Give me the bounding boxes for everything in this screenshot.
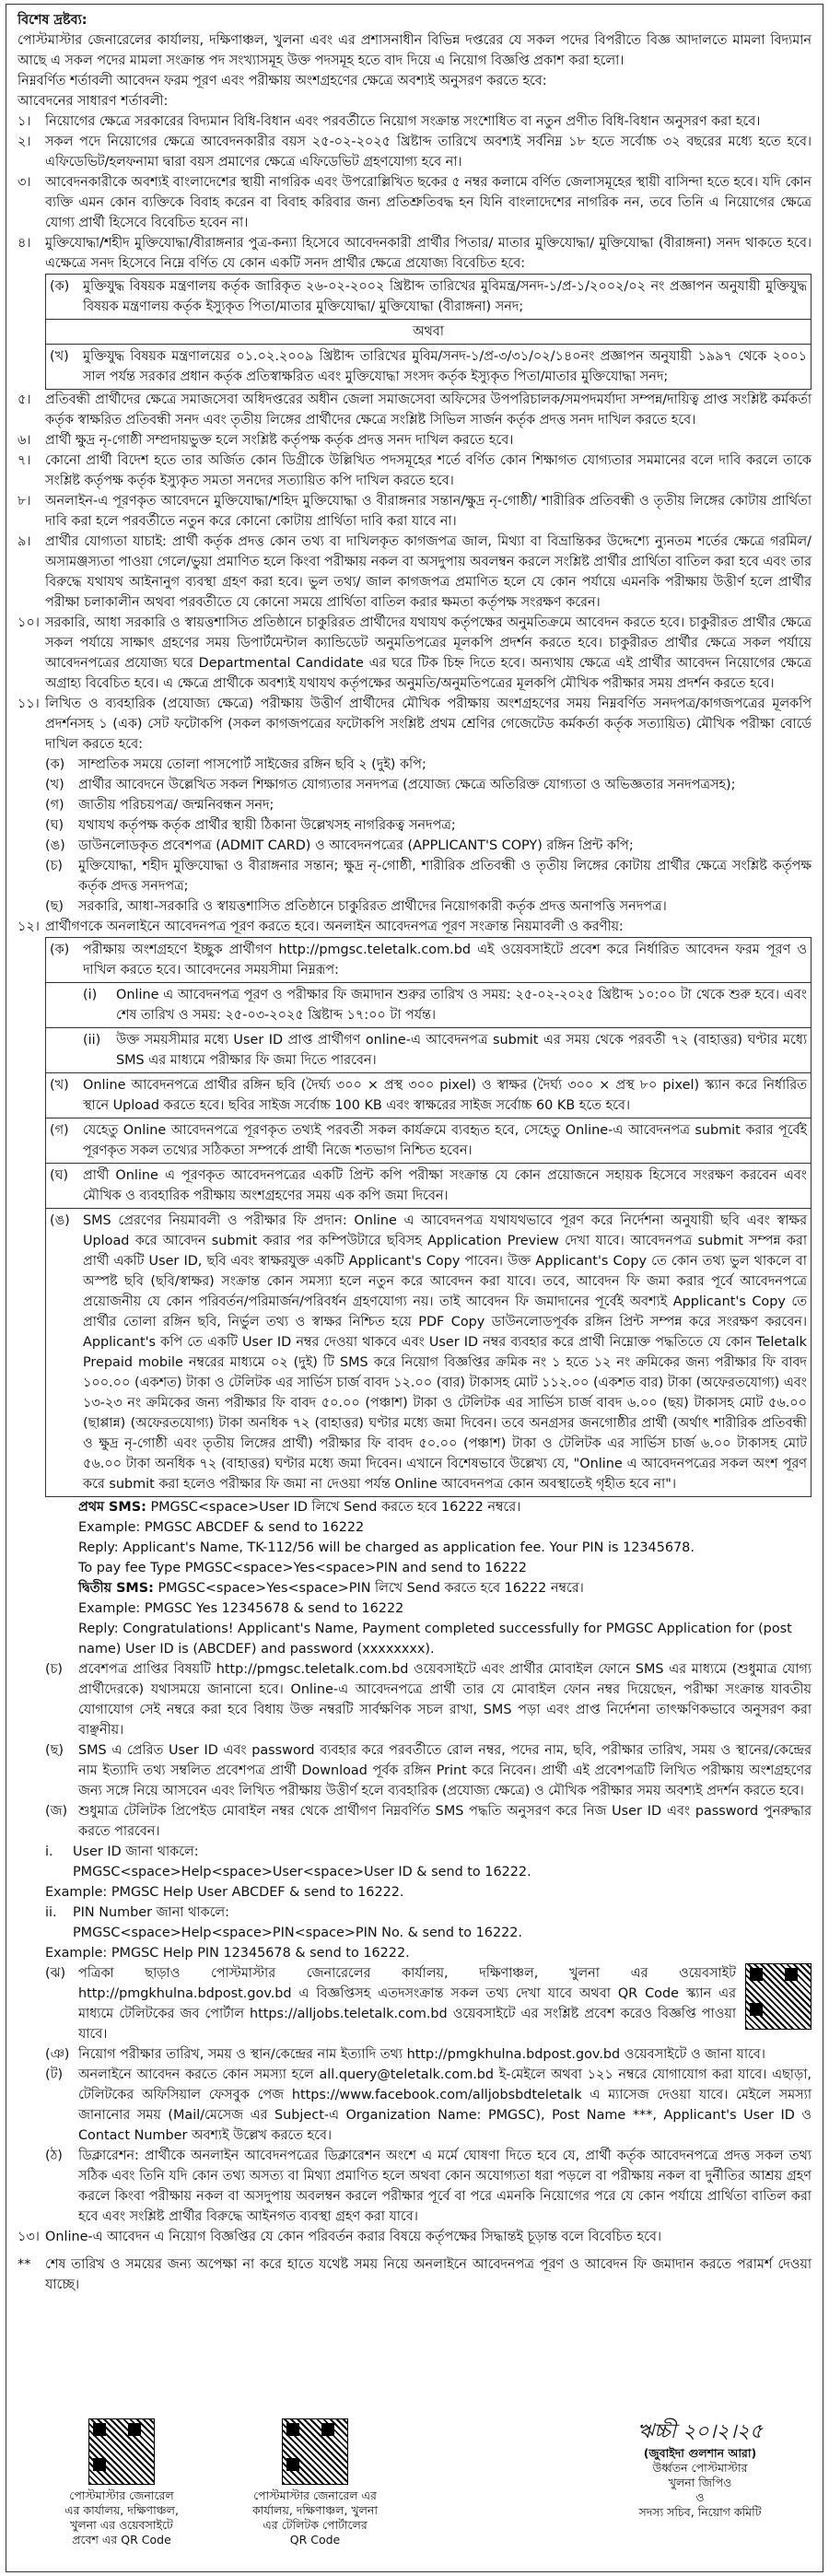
- sub-item: [45, 1801, 811, 1842]
- sub-item-label: (চ): [45, 1662, 63, 1677]
- sub-item-label: (চ): [45, 859, 63, 873]
- sub-item-label: (i): [83, 988, 98, 1002]
- sub-item-label: (খ): [45, 778, 64, 792]
- sms-example-2: Example: PMGSC Yes 12345678 & send to 16222: [78, 1601, 404, 1616]
- item-number: ৫।: [18, 392, 31, 407]
- sub-item-label: (ঙ): [50, 1213, 70, 1228]
- recovery-number: ii.: [45, 1905, 57, 1920]
- sub-item-label: (ক): [50, 279, 70, 294]
- document-list-item: [45, 795, 811, 815]
- teletalk-qr-caption: পোস্টমাস্টার জেনারেল এর কার্যালয়, দক্ষিণাঞ্চল, খুলনা এর টেলিটক পোর্টালের QR Code: [251, 2488, 379, 2547]
- sub-item-text: মুক্তিযোদ্ধা, শহীদ মুক্তিযোদ্ধা ও বীরাঙ্গনার সন্তান; ক্ষুদ্র নৃ-গোষ্ঠী, শারীরিক প্রতিবন্ধী ও তৃতীয় লিঙ্গের কোটায় প্রার্থীর ক্ষেত্রে সংশ্লিষ্ট কর্তৃপক্ষ কর্তৃক প্রদত্ত সনদপত্র;: [78, 859, 811, 894]
- item-number: ১।: [18, 114, 31, 129]
- sub-item: [46, 345, 811, 389]
- recovery-example: Example: PMGSC Help PIN 12345678 & send to 16222.: [45, 1946, 410, 1961]
- document-list-item: [45, 896, 811, 917]
- sub-item-text: ডাউনলোডকৃত প্রবেশপত্র (ADMIT CARD) ও আবেদনপত্রের (APPLICANT'S COPY) রঙ্গিন প্রিন্ট কপি;: [78, 838, 634, 853]
- sub-item-label: (ছ): [45, 1743, 64, 1758]
- first-sms-label: প্রথম SMS:: [78, 1500, 146, 1515]
- sub-item-label: (ঘ): [50, 1168, 69, 1183]
- sub-item: [45, 1659, 811, 1740]
- sub-item-text: শুধুমাত্র টেলিটক প্রিপেইড মোবাইল নম্বর থেকে প্রার্থীগণ নিম্নবর্ণিত SMS পদ্ধতি অনুসরণ করে নিজ User ID এবং password পুনরুদ্ধার করতে পারবেন।: [78, 1804, 811, 1839]
- second-sms-text: PMGSC<space>Yes<space>PIN লিখে Send করতে হবে 16222 নম্বরে।: [153, 1581, 584, 1596]
- special-note-title: বিশেষ দ্রষ্টব্য:: [18, 13, 88, 28]
- sub-item-text: জাতীয় পরিচয়পত্র/ জন্মনিবন্ধন সনদ;: [78, 798, 274, 813]
- item-number: ১২।: [18, 919, 40, 934]
- sub-item-text: ডিক্লারেশন: প্রার্থীকে অনলাইন আবেদনপত্রের ডিক্লারেশন অংশে এ মর্মে ঘোষণা দিতে হবে যে, প্রার্থী কর্তৃক আবেদনপত্রে প্রদত্ত সকল তথ্য সঠিক এবং তিনি যদি কোন তথ্য অসত্য বা মিথ্যা প্রমাণিত হলে অথবা কোন অযোগ্যতা ধরা পড়লে বা পরীক্ষায় নকল বা দুর্নীতির আশ্রয় গ্রহণ করলে কিংবা পরীক্ষায় নকল বা অসদুপায় অবলম্বন করলে পরীক্ষার পূর্বে বা পরে এমনকি নিয়োগের পরে যে কোন পর্যায়ে প্রার্থিতা বাতিল করা হবে এবং সংশ্লিষ্ট প্রার্থীর বিরুদ্ধে আইনগত ব্যবস্থা গ্রহণ করা যাবে।: [78, 2149, 811, 2224]
- item-text: আবেদনকারীকে অবশ্যই বাংলাদেশের স্থায়ী নাগরিক এবং উপরোল্লিখিত ছকের ৫ নম্বর কলামে বর্ণিত জেলাসমূহের স্থায়ী বাসিন্দা হতে হবে। যদি কোন ব্যক্তি এমন কোন ব্যক্তিকে বিবাহ করেন বা বিবাহ করিবার জন্য প্রতিশ্রুতিবদ্ধ হন যিনি বাংলাদেশের নাগরিক নন, তবে তিনি এ নিয়োগের ক্ষেত্রে যোগ্য প্রার্থী হিসেবে বিবেচিত হবেন না।: [45, 175, 811, 230]
- sms-reply-2: Reply: Congratulations! Applicant's Name, Payment completed successfully for PMGSC Application for (post name) User ID is (ABCDEF) and password (xxxxxxxx).: [78, 1622, 792, 1657]
- condition-item: [18, 430, 811, 451]
- item-text: লিখিত ও ব্যবহারিক (প্রযোজ্য ক্ষেত্রে) পরীক্ষায় উত্তীর্ণ প্রার্থীদের মৌখিক পরীক্ষায় অংশগ্রহণের সময় নিম্নবর্ণিত সনদপত্র/কাগজপত্রের মূলকপি প্রদর্শনসহ ১ (এক) সেট ফটোকপি (সকল কাগজপত্রের ফটোকপি সংশ্লিষ্ট প্রথম শ্রেণির গেজেটেড কর্মকর্তা কর্তৃক সত্যায়িত) মৌখিক পরীক্ষা বোর্ডে দাখিল করতে হবে:: [45, 697, 811, 752]
- condition-item: [18, 233, 811, 274]
- item-text: প্রতিবন্ধী প্রার্থীদের ক্ষেত্রে সমাজসেবা অধিদপ্তরের অধীন জেলা সমাজসেবা অফিসের উপপরিচালক/সমপদমর্যাদা সম্পন্ন/দায়িত্ব প্রাপ্ত সংশ্লিষ্ট কর্মকর্তা কর্তৃক স্বাক্ষরিত প্রতিবন্ধী সনদ এবং তৃতীয় লিঙ্গের প্রার্থীদের ক্ষেত্রে সংশ্লিষ্ট সিভিল সার্জন কর্তৃক প্রদত্ত সনদ দাখিল করতে হবে।: [45, 392, 811, 427]
- item-text: প্রার্থীগণকে অনলাইনে আবেদনপত্র পূরণ করতে হবে। অনলাইন আবেদনপত্র পূরণ সংক্রান্ত নিয়মাবলী ও করণীয়:: [45, 919, 624, 934]
- sub-item-text: যথাযথ কর্তৃপক্ষ কর্তৃক প্রার্থীর স্থায়ী ঠিকানা উল্লেখসহ নাগরিকত্ব সনদপত্র;: [78, 818, 456, 833]
- teletalk-qr-block: [237, 2418, 393, 2547]
- sub-item: [46, 275, 811, 320]
- item-number: ৭।: [18, 453, 31, 468]
- sub-item-text: সাম্প্রতিক সময়ে তোলা পাসপোর্ট সাইজের রঙ্গিন ছবি ২ (দুই) কপি;: [78, 757, 426, 772]
- item-number: ৮।: [18, 494, 31, 509]
- document-list-item: [45, 775, 811, 795]
- item-text: প্রার্থী ক্ষুদ্র নৃ-গোষ্ঠী সম্প্রদায়ভুক্ত হলে সংশ্লিষ্ট কর্তৃপক্ষ কর্তৃক প্রদত্ত সনদ দাখিল করতে হবে।: [45, 433, 514, 448]
- item-text: নিয়োগের ক্ষেত্রে সরকারের বিদ্যমান বিধি-বিধান এবং পরবর্তীতে নিয়োগ সংক্রান্ত সংশোধিত বা নতুন প্রণীত বিধি-বিধান অনুসরণ করা হবে।: [45, 114, 761, 129]
- sub-item-text: SMS প্রেরণের নিয়মাবলী ও পরীক্ষার ফি প্রদান: Online এ আবেদনপত্র যথাযথভাবে পূরণ করে নির্দেশনা অনুযায়ী ছবি এবং স্বাক্ষর Upload করে আবেদন submit করার পর কম্পিউটারে ছবিসহ Application Preview দেখা যাবে। আবেদনপত্র submit সম্পন্ন করা প্রার্থী একটি User ID, ছবি এবং স্বাক্ষরযুক্ত একটি Applicant's Copy পাবেন। উক্ত Applicant's Copy তে কোন তথ্য ভুল থাকলে বা অস্পষ্ট ছবি (ছবি/স্বাক্ষর) সংক্রান্ত কোন সমস্যা হলে নতুন করে আবেদন করা যাবে। তবে, আবেদন ফি জমা করার পূর্বে আবেদনপত্রে প্রয়োজনীয় যে কোন পরিবর্তন/পরিমার্জন/পরিবর্ধন গ্রহণযোগ্য নয়। তাই আবেদন ফি জমাদানের পূর্বেই অবশ্যই Applicant's Copy তে প্রার্থীর তোলা রঙ্গিন ছবি, নির্ভুল তথ্য ও স্বাক্ষর নিশ্চিত হয়ে PDF Copy ডাউনলোডপূর্বক রঙ্গিন প্রিন্ট সম্পন্ন করে সংরক্ষণ করবেন। Applicant's কপি তে একটি User ID নম্বর দেওয়া থাকবে এবং User ID নম্বর ব্যবহার করে প্রার্থী নিম্নোক্ত পদ্ধতিতে যে কোন Teletalk Prepaid mobile নম্বরের মাধ্যমে ০২ (দুই) টি SMS করে নিয়োগ বিজ্ঞপ্তির ক্রমিক নং ১ হতে ১২ নং ক্রমিকের জন্য পরীক্ষার ফি বাবদ ১০০.০০ (একশত) টাকা ও টেলিটক এর সার্ভিস চার্জ বাবদ ১২.০০ (বার) টাকাসহ মোট ১১২.০০ (একশত বার) টাকা (অফেরতযোগ্য) এবং ১৩-২৩ নং ক্রমিকের জন্য পরীক্ষার ফি বাবদ ৫০.০০ (পঞ্চাশ) টাকা ও টেলিটক এর সার্ভিস চার্জ বাবদ ৬.০০ (ছয়) টাকাসহ মোট ৫৬.০০ (ছাপ্পান্ন) (অফেরতযোগ্য) টাকা অনধিক ৭২ (বাহাত্তর) ঘণ্টার মধ্যে জমা দিবেন। তবে অনগ্রসর জনগোষ্ঠীর প্রার্থী (অর্থাৎ শারীরিক প্রতিবন্ধী ও ক্ষুদ্র নৃ-গোষ্ঠী এবং তৃতীয় লিঙ্গের প্রার্থী) পরীক্ষার ফি বাবদ ৫০.০০ (পঞ্চাশ) টাকা ও টেলিটক এর সার্ভিস চার্জ ৬.০০ টাকাসহ মোট ৫৬.০০ টাকা অনধিক ৭২ (বাহাত্তর) ঘণ্টার মধ্যে জমা দিবেন। এখানে বিশেষভাবে উল্লেখ্য যে, "Online এ আবেদনপত্রের সকল অংশ পূরণ করে submit করা হলেও পরীক্ষার ফি জমা না দেওয়া পর্যন্ত Online আবেদনপত্র কোন অবস্থাতেই গৃহীত হবে না"।: [83, 1213, 807, 1492]
- sub-item: [45, 2065, 811, 2146]
- recovery-example: Example: PMGSC Help User ABCDEF & send to 16222.: [45, 1885, 404, 1900]
- teletalk-qr-code[interactable]: [282, 2418, 348, 2485]
- item-number: ৩।: [18, 175, 31, 190]
- freedom-fighter-certificate-box: [45, 274, 811, 390]
- sub-item-label: (ii): [83, 1033, 101, 1048]
- sms-instructions: [78, 1497, 811, 1659]
- advisory-note: [18, 2254, 811, 2295]
- recovery-number: i.: [45, 1844, 53, 1859]
- item-text: কোনো প্রার্থী বিদেশ হতে তার অর্জিত কোন ডিগ্রীকে উল্লিখিত পদসমূহের শর্তে বর্ণিত কোন শিক্ষাগত যোগ্যতার সমমানের বলে দাবি করলে তাকে সংশ্লিষ্ট কর্তৃপক্ষ কর্তৃক ইস্যুকৃত সমতা সনদের সত্যায়িত কপি দাখিল করতে হবে।: [45, 453, 811, 488]
- sub-item-label: (ছ): [45, 899, 64, 914]
- sms-pay-instruction: To pay fee Type PMGSC<space>Yes<space>PIN and send to 16222: [78, 1561, 527, 1575]
- sub-item: [46, 1073, 811, 1118]
- sub-item-date: [46, 983, 811, 1028]
- item-text: মুক্তিযোদ্ধা/শহীদ মুক্তিযোদ্ধা/বীরাঙ্গনার পুত্র-কন্যা হিসেবে আবেদনকারী প্রার্থীর পিতার/ মাতার মুক্তিযোদ্ধা/ মুক্তিযোদ্ধা (বীরাঙ্গনা) সনদ থাকতে হবে। এক্ষেত্রে সনদ হিসেবে নিম্নে বর্ণিত যে কোন একটি সনদ প্রার্থীর ক্ষেত্রে প্রযোজ্য বিবেচিত হবে:: [45, 236, 811, 271]
- sub-item: [46, 938, 811, 983]
- sub-item: [45, 1740, 811, 1801]
- sub-item-date: [46, 1028, 811, 1073]
- sub-item-text: মুক্তিযুদ্ধ বিষয়ক মন্ত্রণালয়ের ০১.০২.২০০৯ খ্রিষ্টাব্দ তারিখের মুবিম/সনদ-১/প্র-৩/৩১/০২/১৪০নং প্রজ্ঞাপন অনুযায়ী ১৯৯৭ থেকে ২০০১ সাল পর্যন্ত সরকার প্রধান কর্তৃক প্রতিস্বাক্ষরিত এবং মুক্তিযোদ্ধা সংসদ কর্তৃক ইস্যুকৃত পিতা/মাতার মুক্তিযোদ্ধা সনদ;: [83, 349, 807, 384]
- condition-item: [18, 613, 811, 694]
- sub-item-label: (ঝ): [45, 1966, 66, 1981]
- sub-item-text: প্রার্থী Online এ পূরণকৃত আবেদনপত্রের একটি প্রিন্ট কপি পরীক্ষা সংক্রান্ত যে কোন প্রয়োজনে সহায়ক হিসেবে সংরক্ষণ করবেন এবং মৌখিক ও ব্যবহারিক পরীক্ষায় অংশগ্রহণের সময় এক কপি জমা দিবেন।: [83, 1168, 807, 1203]
- online-application-rules-box: [45, 937, 811, 1497]
- sub-item-text: অনলাইনে আবেদন করতে কোন সমস্যা হলে all.query@teletalk.com.bd ই-মেইলে অথবা ১২১ নম্বরে যোগাযোগ করা যাবে। এছাড়া, টেলিটকের অফিসিয়াল ফেসবুক পেজ https://www.facebook.com/alljobsbdteletalk এ ম্যাসেজ দেওয়া যাবে। মেইলে সমস্যা জানানোর সময় (Mail/মেসেজ এর Subject-এ Organization Name: PMGSC), Post Name ***, Applicant's User ID ও Contact Number অবশ্যই উল্লেখ করতে হবে।: [78, 2067, 811, 2143]
- condition-item: [18, 172, 811, 233]
- note-mark: **: [18, 2257, 31, 2272]
- sub-item-label: (ক): [45, 757, 65, 772]
- website-qr-caption: পোস্টমাস্টার জেনারেল এর কার্যালয়, দক্ষিণাঞ্চল, খুলনা এর ওয়েবসাইটে প্রবেশ এর QR Code: [64, 2488, 179, 2547]
- sub-item-text: নিয়োগ পরীক্ষার তারিখ, সময় ও স্থান/কেন্দ্রের নাম ইত্যাদি তথ্য http://pmgkhulna.bdpost.gov.bd ওয়েবসাইটে ও জানা যাবে।: [78, 2047, 765, 2062]
- sub-item-label: (জ): [45, 1804, 68, 1819]
- item-text: Online-এ আবেদন এ নিয়োগ বিজ্ঞপ্তির যে কোন পরিবর্তন করার বিষয়ে কর্তৃপক্ষের সিদ্ধান্তই চূড়ান্ত বলে বিবেচিত হবে।: [45, 2230, 662, 2244]
- condition-item: [18, 2227, 811, 2247]
- conditions-intro: নিম্নবর্ণিত শর্তাবলী আবেদন ফরম পূরণ এবং পরীক্ষায় অংশগ্রহণের ক্ষেত্রে অবশ্যই অনুসরণ করতে হবে: আবেদনের সাধারণ শর্তাবলী:: [18, 74, 547, 109]
- sub-item-label: (ঙ): [45, 838, 65, 853]
- recovery-user-id: [45, 1842, 811, 1862]
- item-text: প্রার্থীর যোগ্যতা যাচাই: প্রার্থী কর্তৃক প্রদত্ত কোন তথ্য বা দাখিলকৃত কাগজপত্র জাল, মিথ্যা বা বিভ্রান্তিকর উদ্দেশ্যে ন্যুনতম শর্তের ক্ষেত্রে গরমিল/অসামঞ্জস্যতা পাওয়া গেলে/ভুয়া প্রমাণিত হলে কিংবা পরীক্ষায় নকল বা অসদুপায় অবলম্বন করলে সংশ্লিষ্ট প্রার্থীর প্রার্থিতা বাতিল করা হবে এবং তার বিরুদ্ধে যথাযথ আইনানুগ ব্যবস্থা গ্রহণ করা হবে। ভুল তথ্য/ জাল কাগজপত্র প্রমাণিত হলে যে কোন পর্যায়ে এমনকি পরীক্ষায় উত্তীর্ণ হলে প্রার্থীর পরীক্ষা চলাকালীন অথবা পরবর্তীতে যে কোনো সময়ে প্রার্থিতা বাতিল করার ক্ষমতা কর্তৃপক্ষ সংরক্ষণ করেন।: [45, 534, 811, 610]
- sub-item-text: Online এ আবেদনপত্র পূরণ ও পরীক্ষার ফি জমাদান শুরুর তারিখ ও সময়: ২৫-০২-২০২৫ খ্রিষ্টাব্দ ১০:০০ টা থেকে শুরু হবে। এবং শেষ তারিখ ও সময়: ২৫-০৩-২০২৫ খ্রিষ্টাব্দ ১৭:০০ টা পর্যন্ত।: [116, 988, 807, 1023]
- website-qr-code[interactable]: [88, 2418, 155, 2485]
- note-text: শেষ তারিখ ও সময়ের জন্য অপেক্ষা না করে হাতে যথেষ্ট সময় নিয়ে অনলাইনে আবেদনপত্র পূরণ ও আবেদন ফি জমাদান করতে পরামর্শ দেওয়া যাচ্ছে।: [45, 2257, 811, 2292]
- sub-item-text: Online আবেদনপত্রে প্রার্থীর রঙ্গিন ছবি (দৈর্ঘ্য ৩০০ × প্রস্থ ৩০০ pixel) ও স্বাক্ষর (দৈর্ঘ্য ৩০০ × প্রস্থ ৮০ pixel) স্ক্যান করে নির্ধারিত স্থানে Upload করতে হবে। ছবির সাইজ সর্বোচ্চ 100 KB এবং স্বাক্ষরের সাইজ সর্বোচ্চ 60 KB হতে হবে।: [83, 1078, 807, 1113]
- condition-item: [18, 917, 811, 937]
- signer-title: উর্ধ্বতন পোস্টমাস্টার খুলনা জিপিও ও সদস্য সচিব, নিয়োগ কমিটি: [638, 2461, 762, 2519]
- sub-item: [45, 2146, 811, 2227]
- handwritten-signature: ঋচ্চী ২০।২।২৫: [636, 2420, 764, 2443]
- sub-item-label: (গ): [45, 798, 64, 813]
- sub-item-text: প্রবেশপত্র প্রাপ্তির বিষয়টি http://pmgsc.teletalk.com.bd ওয়েবসাইটে এবং প্রার্থীর মোবাইল ফোনে SMS এর মাধ্যমে (শুধুমাত্র যোগ্য প্রার্থীদেরকে) যথাসময়ে জানানো হবে। Online-এ আবেদনপত্রে প্রার্থী তার যে মোবাইল ফোন নম্বর দিয়েছেন, পরীক্ষা সংক্রান্ত যাবতীয় যোগাযোগ সেই নম্বরে করা হবে বিধায় উক্ত নম্বরটি সার্বক্ষণিক সচল রাখা, SMS পড়া এবং প্রাপ্ত নির্দেশনা তাৎক্ষণিকভাবে অনুসরণ করা বাঞ্ছনীয়।: [78, 1662, 811, 1738]
- condition-item: [18, 694, 811, 755]
- second-sms: [78, 1578, 811, 1598]
- notice-page: [6, 4, 823, 2572]
- sub-item-or: [46, 320, 811, 345]
- item-number: ৪।: [18, 236, 31, 251]
- sub-item-text: উক্ত সময়সীমার মধ্যে User ID প্রাপ্ত প্রার্থীগণ online-এ আবেদনপত্র submit এর সময় থেকে পরবর্তী ৭২ (বাহাত্তর) ঘণ্টার মধ্যে SMS এর মাধ্যমে পরীক্ষার ফি জমা দিতে পারবেন।: [116, 1033, 807, 1068]
- recovery-command: PMGSC<space>Help<space>PIN<space>PIN No. & send to 16222.: [73, 1926, 522, 1940]
- document-list-item: [45, 856, 811, 896]
- sub-item-text: প্রার্থীর আবেদনে উল্লেখিত সকল শিক্ষাগত যোগ্যতার সনদপত্র (প্রযোজ্য ক্ষেত্রে অতিরিক্ত যোগ্যতা ও অভিজ্ঞতার সনদপত্রসহ);: [78, 778, 736, 792]
- sms-example-1: Example: PMGSC ABCDEF & send to 16222: [78, 1520, 365, 1535]
- sms-reply-1: Reply: Applicant's Name, TK-112/56 will be charged as application fee. Your PIN is 12345678.: [78, 1540, 695, 1555]
- item-text: সকল পদে নিয়োগের ক্ষেত্রে আবেদনকারীর বয়স ২৫-০২-২০২৫ খ্রিষ্টাব্দ তারিখে অবশ্যই সর্বনিম্ন ১৮ হতে সর্বোচ্চ ৩২ বছরের মধ্যে হতে হবে। এফিডেভিট/হলফনামা দ্বারা বয়স প্রমাণের ক্ষেত্রে এফিডেভিট গ্রহণযোগ্য হবে না।: [45, 135, 811, 170]
- item-number: ১১।: [18, 697, 40, 711]
- condition-item: [18, 532, 811, 613]
- item-text: সরকারি, আধা সরকারি ও স্বায়ত্তশাসিত প্রতিষ্ঠানে চাকুরিরত প্রার্থীদের যথাযথ কর্তৃপক্ষের অনুমতিক্রমে আবেদন করতে হবে। চাকুরীরত প্রার্থীর ক্ষেত্রে সকল পর্যায়ে সাক্ষাৎ গ্রহণের সময় ডিপার্টমেন্টাল ক্যান্ডিডেট অনুমতিপত্রের মূলকপি প্রদর্শন করতে হবে। চাকুরীরত প্রার্থীর ক্ষেত্রে সকল পর্যায়ে আবেদনপত্রের প্রযোজ্য ঘরে Departmental Candidate এর ঘরে টিক চিহ্ন দিতে হবে। অন্যথায় ক্ষেত্রে এই প্রার্থীর আবেদন নিয়োগের ক্ষেত্রে অগ্রাহ্য বিবেচিত হবে। এ ক্ষেত্রে প্রার্থীকে অবশ্যই যথাযথ কর্তৃপক্ষের অনুমতি/অনুমতিপত্রের মূলকপি মৌখিক পরীক্ষার সময় প্রদর্শন করতে হবে।: [45, 615, 811, 691]
- item-number: ২।: [18, 135, 31, 149]
- document-list-item: [45, 836, 811, 856]
- sub-item-label: (ঠ): [45, 2149, 63, 2163]
- sub-item-label: (খ): [50, 349, 69, 364]
- document-list-item: [45, 815, 811, 836]
- second-sms-label: দ্বিতীয় SMS:: [78, 1581, 154, 1596]
- credential-recovery: [45, 1842, 811, 1963]
- document-list-item: [45, 755, 811, 775]
- sub-item-label: (ট): [45, 2067, 64, 2082]
- sub-item: [46, 1164, 811, 1209]
- sub-item-label: (ক): [50, 943, 70, 957]
- sub-item-label: (খ): [50, 1078, 69, 1093]
- sub-item-label: (ঘ): [45, 818, 64, 833]
- item-number: ১০।: [18, 615, 40, 630]
- or-separator: অথবা: [413, 324, 444, 339]
- sub-item-text: পরীক্ষায় অংশগ্রহণে ইচ্ছুক প্রার্থীগণ http://pmgsc.teletalk.com.bd এই ওয়েবসাইটে প্রবেশ করে নির্ধারিত আবেদন ফরম পূরণ ও দাখিল করতে হবে। আবেদনের সময়সীমা নিম্নরূপ:: [83, 943, 807, 978]
- sub-item-text: সরকারি, আধা-সরকারি ও স্বায়ত্তশাসিত প্রতিষ্ঠানে চাকুরিরত প্রার্থীদের নিয়োগকারী কর্তৃক প্রদত্ত অনাপত্তি সনদপত্র।: [78, 899, 667, 914]
- first-sms-text: PMGSC<space>User ID লিখে Send করতে হবে 16222 নম্বরে।: [146, 1500, 521, 1515]
- sub-item-text: পত্রিকা ছাড়াও পোস্টমাস্টার জেনারেলের কার্যালয়, দক্ষিণাঞ্চল, খুলনা এর ওয়েবসাইট http://pmgkhulna.bdpost.gov.bd এ বিজ্ঞপ্তিসহ এতদসংক্রান্ত সকল তথ্য দেখা যাবে অথবা QR Code স্ক্যান এর মাধ্যমে টেলিটকের জব পোর্টাল https://alljobs.teletalk.com.bd ওয়েবসাইটে এর সংশ্লিষ্ট প্রবেশ করেও বিজ্ঞপ্তি পাওয়া যাবে।: [78, 1966, 736, 2042]
- special-note-intro: পোস্টমাস্টার জেনারেলের কার্যালয়, দক্ষিণাঞ্চল, খুলনা এবং এর প্রশাসনাধীন বিভিন্ন দপ্তরের যে সকল পদের বিপরীতে বিজ্ঞ আদালতে মামলা বিদ্যমান আছে এ সকল পদের মামলা সংক্রান্ত পদ সংখ্যাসমূহ উক্ত পদসমূহ হতে বাদ দিয়ে এ নিয়োগ বিজ্ঞপ্তি প্রকাশ করা হলো।: [18, 33, 811, 68]
- item-text: অনলাইন-এ পূরণকৃত আবেদনে মুক্তিযোদ্ধা/শহিদ মুক্তিযোদ্ধা ও বীরাঙ্গনার সন্তান/ক্ষুদ্র নৃ-গোষ্ঠী/ শারীরিক প্রতিবন্ধী ও তৃতীয় লিঙ্গের কোটায় প্রার্থিতা দাবি করা হলে পরবর্তীতে নতুন করে কোনো কোটায় প্রার্থিতা দাবি করা যাবে না।: [45, 494, 811, 529]
- sub-item-website: [45, 1963, 811, 2044]
- item-number: ৯।: [18, 534, 31, 549]
- sub-item-text: SMS এ প্রেরিত User ID এবং password ব্যবহার করে পরবর্তীতে রোল নম্বর, পদের নাম, ছবি, পরীক্ষার তারিখ, সময় ও স্থানের/কেন্দ্রের নাম ইত্যাদি তথ্য সম্বলিত প্রবেশপত্র প্রার্থী Download পূর্বক রঙ্গিন Print করে নিবেন। প্রার্থী এই প্রবেশপত্রটি লিখিত পরীক্ষায় অংশগ্রহণের জন্য সঙ্গে নিয়ে আসবেন এবং লিখিত পরীক্ষায় উত্তীর্ণ হলে ব্যবহারিক (প্রযোজ্য ক্ষেত্রে) ও মৌখিক পরীক্ষার সময় অবশ্যই প্রদর্শন করতে হবে।: [78, 1743, 811, 1798]
- recovery-pin: [45, 1903, 811, 1923]
- sub-item-label: (গ): [50, 1123, 69, 1138]
- sub-item-text: যেহেতু Online আবেদনপত্রে পূরণকৃত তথ্যই পরবর্তী সকল কার্যক্রমে ব্যবহৃত হবে, সেহেতু Online-এ আবেদনপত্র submit করার পূর্বেই পূরণকৃত সকল তথ্যের সঠিকতা সম্পর্কে প্রার্থী নিজে শতভাগ নিশ্চিত হবেন।: [83, 1123, 807, 1158]
- signature-block: [594, 2418, 806, 2520]
- condition-item: [18, 111, 811, 132]
- recovery-label: User ID জানা থাকলে:: [73, 1844, 199, 1859]
- item-number: ১৩।: [18, 2230, 40, 2244]
- recovery-label: PIN Number জানা থাকলে:: [73, 1905, 229, 1920]
- website-qr-block: [43, 2418, 200, 2547]
- condition-item: [18, 491, 811, 532]
- footer: [6, 2418, 823, 2566]
- sub-item-text: মুক্তিযুদ্ধ বিষয়ক মন্ত্রণালয় কর্তৃক জারিকৃত ২৬-০২-২০০২ খ্রিষ্টাব্দ তারিখের মুবিমন্ত্র/সনদ-১/প্র-১/২০০২/০২ নং প্রজ্ঞাপন অনুযায়ী মুক্তিযুদ্ধ বিষয়ক মন্ত্রণালয় কর্তৃক ইস্যুকৃত পিতা/মাতার মুক্তিযোদ্ধা/ মুক্তিযোদ্ধা (বীরাঙ্গনা) সনদ;: [83, 279, 807, 314]
- condition-item: [18, 132, 811, 172]
- sub-item: [46, 1209, 811, 1496]
- first-sms: [78, 1497, 811, 1517]
- sub-item: [45, 2044, 811, 2065]
- signer-name: (জুবাইদা গুলশান আরা): [643, 2446, 757, 2460]
- item-number: ৬।: [18, 433, 31, 448]
- condition-item: [18, 451, 811, 491]
- sub-item-label: (ঞ): [45, 2047, 70, 2062]
- condition-item: [18, 390, 811, 430]
- recovery-command: PMGSC<space>Help<space>User<space>User ID & send to 16222.: [73, 1865, 531, 1879]
- sub-item: [46, 1118, 811, 1164]
- teletalk-portal-qr-code[interactable]: [745, 1963, 811, 2030]
